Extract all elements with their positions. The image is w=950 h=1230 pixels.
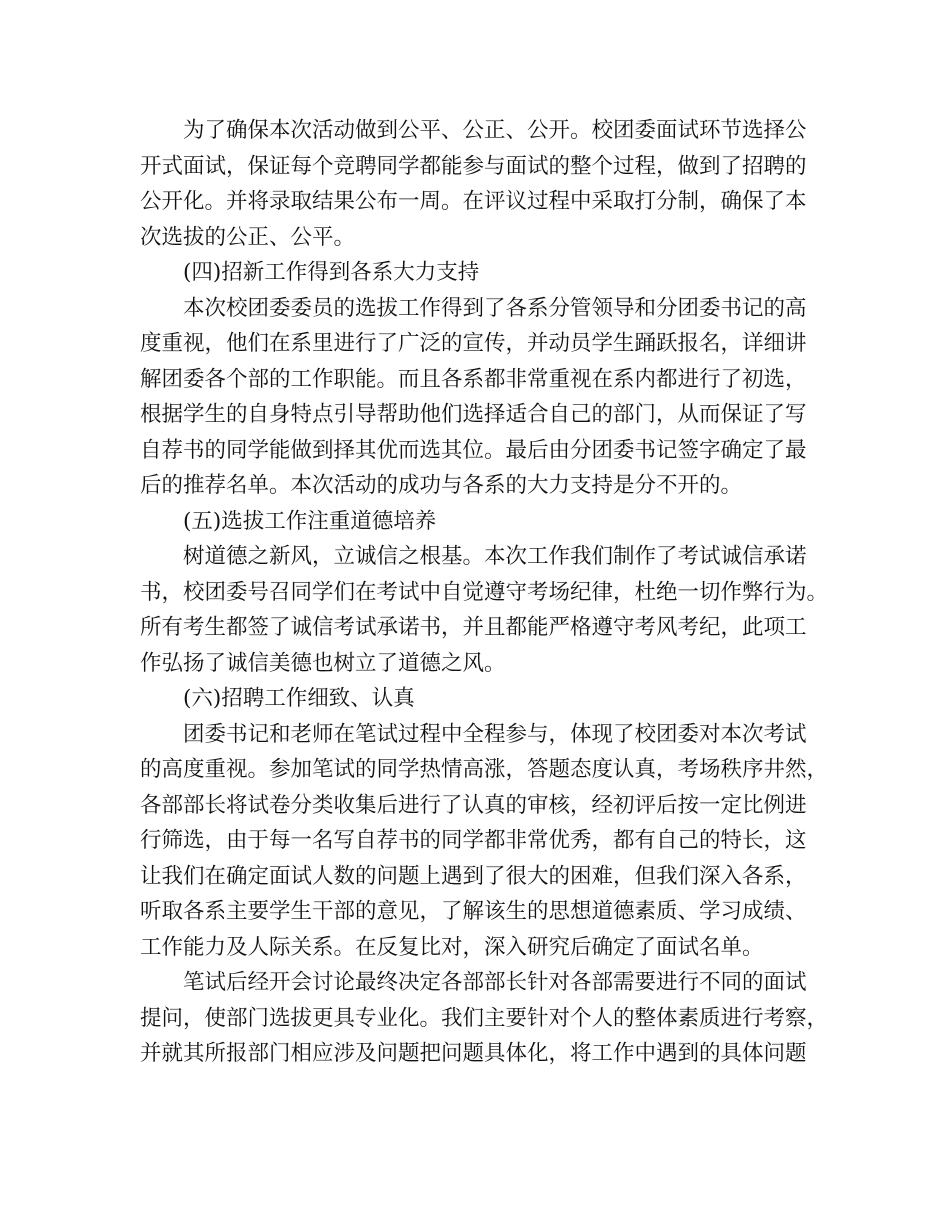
text-line: 后的推荐名单。本次活动的成功与各系的大力支持是分不开的。 xyxy=(140,473,743,498)
text-line: 各部部长将试卷分类收集后进行了认真的审核，经初评后按一定比例进 xyxy=(140,792,807,818)
text-line: 根据学生的自身特点引导帮助他们选择适合自己的部门，从而保证了写 xyxy=(140,402,807,427)
text-line: 让我们在确定面试人数的问题上遇到了很大的困难，但我们深入各系， xyxy=(140,863,807,889)
text-line: 公开化。并将录取结果公布一周。在评议过程中采取打分制，确保了本 xyxy=(140,189,807,214)
text-line: 自荐书的同学能做到择其优而选其位。最后由分团委书记签字确定了最 xyxy=(140,437,807,463)
section-heading: (五)选拔工作注重道德培养 xyxy=(183,508,437,534)
document-page xyxy=(140,113,829,1072)
text-line: 解团委各个部的工作职能。而且各系都非常重视在系内都进行了初选， xyxy=(140,366,807,392)
text-line: 树道德之新风，立诚信之根基。本次工作我们制作了考试诚信承诺 xyxy=(183,544,807,569)
text-line: 书，校团委号召同学们在考试中自觉遵守考场纪律，杜绝一切作弊行为。 xyxy=(140,579,829,605)
section-heading: (六)招聘工作细致、认真 xyxy=(183,686,415,711)
text-line: 听取各系主要学生干部的意见，了解该生的思想道德素质、学习成绩、 xyxy=(140,899,807,924)
text-line: 并就其所报部门相应涉及问题把问题具体化，将工作中遇到的具体问题 xyxy=(140,1041,807,1066)
text-line: 度重视，他们在系里进行了广泛的宣传，并动员学生踊跃报名，详细讲 xyxy=(140,331,807,356)
section-heading: (四)招新工作得到各系大力支持 xyxy=(183,260,480,285)
text-line: 作弘扬了诚信美德也树立了道德之风。 xyxy=(140,650,506,676)
text-line: 提问，使部门选拔更具专业化。我们主要针对个人的整体素质进行考察， xyxy=(140,1005,829,1031)
text-line: 行筛选，由于每一名写自荐书的同学都非常优秀，都有自己的特长，这 xyxy=(140,828,807,853)
text-line: 开式面试，保证每个竞聘同学都能参与面试的整个过程，做到了招聘的 xyxy=(140,153,807,179)
text-line: 的高度重视。参加笔试的同学热情高涨，答题态度认真，考场秩序井然， xyxy=(140,757,829,782)
text-line: 笔试后经开会讨论最终决定各部部长针对各部需要进行不同的面试 xyxy=(183,970,807,995)
text-line: 次选拔的公正、公平。 xyxy=(140,224,356,250)
text-line: 工作能力及人际关系。在反复比对，深入研究后确定了面试名单。 xyxy=(140,934,764,960)
text-line: 所有考生都签了诚信考试承诺书，并且都能严格遵守考风考纪，此项工 xyxy=(140,615,807,640)
text-line: 本次校团委委员的选拔工作得到了各系分管领导和分团委书记的高 xyxy=(183,295,807,321)
text-line: 团委书记和老师在笔试过程中全程参与，体现了校团委对本次考试 xyxy=(183,721,807,747)
text-line: 为了确保本次活动做到公平、公正、公开。校团委面试环节选择公 xyxy=(183,118,807,143)
